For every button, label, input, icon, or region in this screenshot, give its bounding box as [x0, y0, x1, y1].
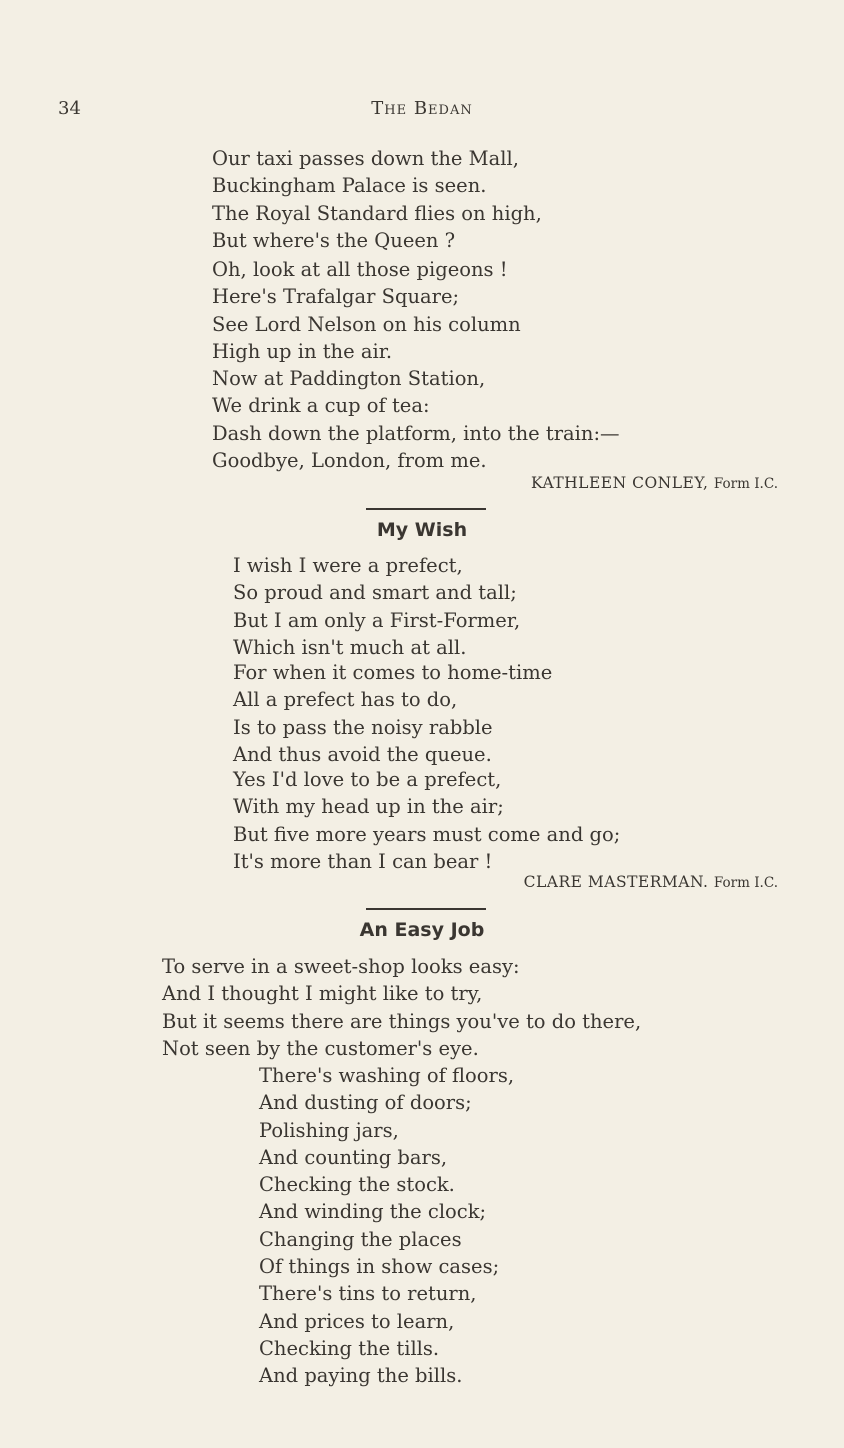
poem-line: Dash down the platform, into the train:— — [212, 421, 620, 445]
poem2-signature — [524, 873, 778, 891]
poem-line: It's more than I can bear ! — [233, 849, 493, 873]
poem-line: Buckingham Palace is seen. — [212, 174, 487, 198]
poem-line: But I am only a First-Former, — [233, 608, 521, 632]
poem-line: But where's the Queen ? — [212, 228, 456, 252]
poem-line: The Royal Standard flies on high, — [212, 201, 542, 225]
poem-line: And prices to learn, — [259, 1309, 455, 1333]
poem-line: Which isn't much at all. — [233, 635, 467, 659]
poem-line: But five more years must come and go; — [233, 822, 621, 846]
poem-line: High up in the air. — [212, 339, 393, 363]
poem-line: Polishing jars, — [259, 1118, 399, 1142]
poem-line: For when it comes to home-time — [233, 661, 553, 684]
poem1-stanza-3 — [212, 365, 620, 474]
poem-line: See Lord Nelson on his column — [212, 312, 521, 336]
poem2-title: My Wish — [376, 519, 468, 541]
poem-line: But it seems there are things you've to do there, — [162, 1009, 642, 1033]
author-form: Form I.C. — [713, 476, 778, 492]
poem-line: Is to pass the noisy rabble — [233, 715, 493, 739]
poem-line: Checking the tills. — [259, 1336, 440, 1360]
poem1-stanza-1 — [212, 145, 542, 254]
poem-line: Not seen by the customer's eye. — [162, 1036, 479, 1060]
poem-line: With my head up in the air; — [233, 795, 504, 819]
poem-line: To serve in a sweet-shop looks easy: — [162, 955, 520, 978]
poem-line: Yes I'd love to be a prefect, — [233, 768, 502, 791]
poem-line: Changing the places — [259, 1227, 462, 1251]
poem2-stanza-2 — [233, 659, 552, 768]
section-divider — [366, 908, 486, 910]
page-header — [58, 98, 786, 128]
poem-line: All a prefect has to do, — [233, 688, 458, 712]
poem-line: And counting bars, — [259, 1145, 448, 1169]
poem-line: Of things in show cases; — [259, 1255, 500, 1279]
poem-line: There's washing of floors, — [259, 1064, 515, 1087]
poem-line: So proud and smart and tall; — [233, 581, 517, 605]
poem2-stanza-1 — [233, 552, 520, 661]
poem-line: And winding the clock; — [259, 1200, 487, 1224]
poem-line: There's tins to return, — [259, 1282, 477, 1306]
poem-line: And dusting of doors; — [259, 1091, 472, 1115]
poem3-title: An Easy Job — [359, 919, 485, 941]
section-divider — [366, 508, 486, 510]
poem-line: Checking the stock. — [259, 1173, 455, 1197]
poem-line: And paying the bills. — [259, 1364, 463, 1388]
poem-line: Oh, look at all those pigeons ! — [212, 258, 508, 281]
poem-line: Now at Paddington Station, — [212, 367, 486, 390]
poem-line: Our taxi passes down the Mall, — [212, 147, 519, 170]
poem-line: Goodbye, London, from me. — [212, 448, 487, 472]
author-form: Form I.C. — [713, 875, 778, 891]
author-name: CLARE MASTERMAN. — [523, 873, 709, 891]
poem2-stanza-3 — [233, 766, 620, 875]
poem-line: And thus avoid the queue. — [233, 742, 492, 766]
poem-line: And I thought I might like to try, — [162, 982, 483, 1006]
poem-line: Here's Trafalgar Square; — [212, 285, 460, 309]
poem1-signature — [531, 474, 778, 492]
poem-line: We drink a cup of tea: — [212, 394, 430, 418]
page-number: 34 — [58, 98, 81, 119]
poem1-stanza-2 — [212, 256, 521, 365]
author-name: KATHLEEN CONLEY, — [531, 474, 709, 492]
poem3-list-stanza — [259, 1062, 514, 1390]
poem-line: I wish I were a prefect, — [233, 554, 463, 577]
journal-title: The Bedan — [371, 98, 473, 119]
poem3-intro-stanza — [162, 953, 641, 1062]
